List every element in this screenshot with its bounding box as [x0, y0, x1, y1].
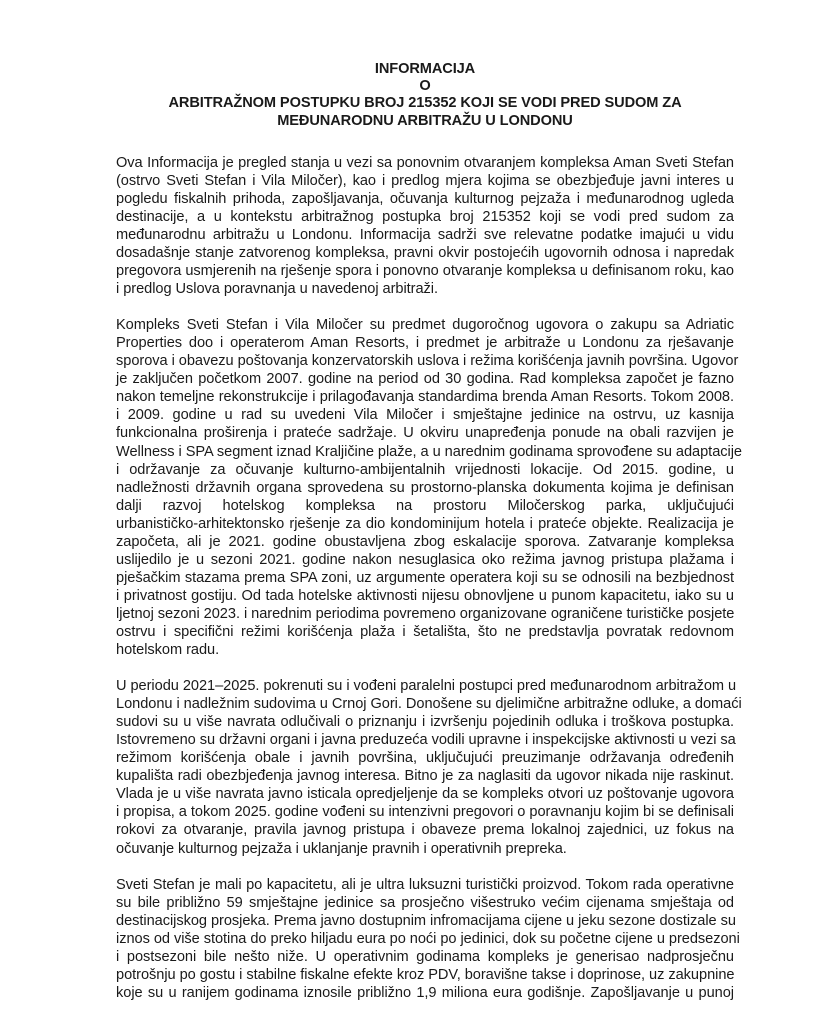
text-line: je zaključen početkom 2007. godine na period od 30 godina. Rad kompleksa započet je fazno	[116, 371, 734, 388]
text-line: koje su u ranijem godinama iznosile približno 1,9 miliona eura godišnje. Zapošljavanje u punoj	[116, 984, 734, 1001]
text-line: pješačkim stazama prema SPA zoni, uz argumente operatera koji su se odnosili na bezbjednost	[116, 569, 734, 586]
text-line: međunarodnu arbitražu u Londonu. Informacija sadrži sve relevatne podatke imajući u vidu	[116, 227, 734, 243]
paragraph-intro	[116, 154, 734, 298]
text-line: ljetnoj sezoni 2023. i narednim periodima povremeno organizovane ograničene turističke posjete	[116, 605, 735, 622]
text-line: funkcionalna proširenja i prateće sadržaje. U okviru unapređenja ponude na obali razvijen je	[116, 425, 734, 442]
paragraph-complex-history	[116, 316, 742, 659]
text-line: Londonu i nadležnim sudovima u Crnoj Gori. Donošene su djelimične arbitražne odluke, a domaći	[116, 696, 742, 713]
text-line: započeta, ali je 2021. godine obustavljena zbog eskalacije sporova. Zatvaranje kompleksa	[116, 533, 734, 550]
text-line: Ova Informacija je pregled stanja u vezi sa ponovnim otvaranjem kompleksa Aman Sveti Stefan	[116, 154, 734, 171]
document-title	[116, 61, 734, 130]
title-line-2: O	[419, 78, 431, 95]
text-line: rokovi za otvaranje, pravila javnog pristupa i obaveze prema lokalnoj zajednici, uz fokus na	[116, 822, 734, 839]
text-line: i predlog Uslova poravnanja u navedenoj arbitraži.	[116, 281, 439, 298]
text-line: i privatnost gostiju. Od tada hotelske aktivnosti nijesu obnovljene u punom kapacitetu, iako su u	[116, 587, 734, 604]
text-line: i propisa, a tokom 2025. godine vođeni su intenzivni pregovori o poravnanju kojim bi se definisali	[116, 804, 734, 821]
paragraph-legal-proceedings	[116, 677, 742, 857]
text-line: dosadašnje stanje zatvorenog kompleksa, pravni okvir postojećih ugovornih odnosa i napredak	[116, 245, 734, 262]
text-line: Wellness i SPA segment iznad Kraljičine plaže, a u narednim godinama sprovođene su adaptacije	[116, 443, 742, 460]
document-page	[116, 61, 742, 1020]
text-line: sudovi su u više navrata odlučivali o priznanju i izvršenju pojedinih odluka i troškova postupka.	[116, 714, 734, 731]
text-line: hotelskom radu.	[116, 642, 220, 659]
text-line: U periodu 2021–2025. pokrenuti su i vođeni paralelni postupci pred međunarodnom arbitražom u	[116, 678, 737, 695]
text-line: uslijedilo je u sezoni 2021. godine nakon nesuglasica oko režima javnog pristupa plažama i	[116, 551, 734, 568]
text-line: dalji razvoj hotelskog kompleksa na prostoru Miločerskog parka, uključujući	[116, 497, 734, 514]
text-line: urbanističko-arhitektonsko rješenje za dio kondominijum hotela i prateće objekte. Realizacija je	[116, 515, 734, 532]
text-line: Kompleks Sveti Stefan i Vila Miločer su predmet dugoročnog ugovora o zakupu sa Adriatic	[116, 317, 734, 334]
text-line: sporova i obavezu poštovanja konzervatorskih uslova i režima korišćenja javnih površina. Ugovor	[116, 353, 739, 370]
text-line: nakon temeljne rekonstrukcije i prilagođavanja standardima brenda Aman Resorts. Tokom 2008.	[116, 389, 734, 406]
text-line: pregovora usmjerenih na rješenje spora i ponovno otvaranje kompleksa u definisanom roku, kao	[116, 263, 734, 280]
text-line: (ostrvo Sveti Stefan i Vila Miločer), kao i predlog mjera kojima se obezbjeđuje javni interes u	[116, 172, 734, 189]
text-line: i postsezoni bile nešto niže. U operativnim godinama kompleks je generisao nadprosječnu	[116, 948, 734, 965]
text-line: i 2009. godine u rad su uvedeni Vila Miločer i smještajne jedinice na ostrvu, uz kasnija	[116, 407, 734, 424]
text-line: režimom korišćenja obale i javnih površina, uključujući preuzimanje održavanja određenih	[116, 750, 734, 767]
text-line: Sveti Stefan je mali po kapacitetu, ali je ultra luksuzni turistički proizvod. Tokom rada operativne	[116, 876, 734, 893]
text-line: Vlada je u više navrata javno isticala opredjeljenje da se kompleks otvori uz poštovanje ugovora	[116, 786, 734, 803]
text-line: destinacije, a u kontekstu arbitražnog postupka broj 215352 koji se vodi pred sudom za	[116, 208, 734, 225]
paragraph-capacity-economics	[116, 876, 740, 1002]
text-line: nadležnosti državnih organa sprovedena su prostorno-planska dokumenta kojima je definisan	[116, 479, 734, 496]
text-line: pogledu fiskalnih prihoda, zapošljavanja, očuvanja kulturnog pejzaža i međunarodnog ugleda	[116, 190, 734, 207]
text-line: i održavanje za očuvanje kulturno-ambijentalnih vrijednosti lokacije. Od 2015. godine, u	[116, 461, 734, 478]
title-line-4: MEĐUNARODNU ARBITRAŽU U LONDONU	[277, 112, 573, 129]
title-line-1: INFORMACIJA	[374, 61, 476, 77]
text-line: potrošnju po gostu i stabilne fiskalne efekte kroz PDV, boravišne takse i doprinose, uz zakupnine	[116, 966, 735, 983]
text-line: očuvanje kulturnog pejzaža i uklanjanje pravnih i operativnih prepreka.	[116, 840, 567, 857]
text-line: ostrvu i specifični režimi korišćenja plaža i šetališta, što ne predstavlja povratak redovnom	[116, 623, 734, 640]
text-line: iznos od više stotina do preko hiljadu eura po noći po jedinici, dok su početne cijene u predsezoni	[116, 930, 740, 947]
text-line: destinacijskog prosjeka. Prema javno dostupnim infromacijama cijene u jeku sezone dostizale su	[116, 912, 736, 929]
title-line-3: ARBITRAŽNOM POSTUPKU BROJ 215352 KOJI SE VODI PRED SUDOM ZA	[168, 95, 682, 112]
text-line: su bile približno 59 smještajne jedinice sa prosječno višestruko većim cijenama smještaja od	[116, 894, 734, 911]
text-line: Properties doo i operaterom Aman Resorts, i predmet je arbitraže u Londonu za rješavanje	[116, 335, 734, 352]
text-line: kupališta radi obezbjeđenja javnog interesa. Bitno je za naglasiti da ugovor nikada nije raskinut.	[116, 768, 734, 785]
text-line: Istovremeno su državni organi i javna preduzeća vodili upravne i inspekcijske aktivnosti u vezi sa	[116, 732, 736, 749]
